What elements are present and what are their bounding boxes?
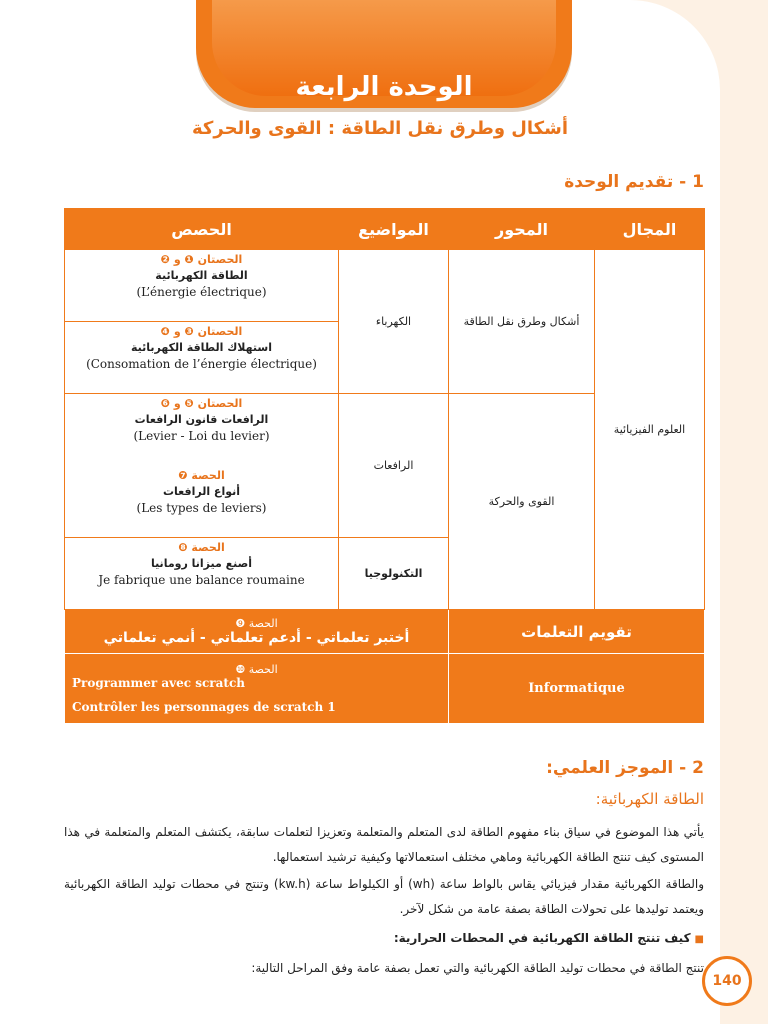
informatics-line-2: Contrôler les personnages de scratch 1 (72, 700, 336, 714)
lesson-label: الحصتان ❺ و ❻ (160, 397, 243, 410)
lesson-title-ar: أصنع ميزانا رومانيا (150, 557, 253, 570)
lesson-cell (65, 538, 339, 610)
unit-overview-table (64, 208, 705, 724)
paragraph-definition: والطاقة الكهربائية مقدار فيزيائي يقاس بالواط ساعة (wh) أو الكيلواط ساعة (kw.h) وتنتج في محطات توليد الطاقة الكهربائية ويعتمد توليدها على تحولات الطاقة بصفة عامة من شكل لآخر. (64, 877, 704, 916)
domain-cell: العلوم الفيزيائية (595, 250, 705, 610)
evaluation-text: أختبر تعلماتي - أدعم تعلماتي - أنمي تعلماتي (103, 630, 410, 646)
lesson-title-ar: الرافعات قانون الرافعات (134, 413, 269, 426)
unit-subtitle: أشكال وطرق نقل الطاقة : القوى والحركة (192, 118, 568, 139)
lesson-title-fr: (L’énergie électrique) (136, 285, 267, 299)
bullet-heading (64, 926, 704, 952)
lesson-title-ar: الطاقة الكهربائية (155, 269, 248, 282)
topic-cell-electricity: الكهرباء (339, 250, 449, 394)
lesson-cell (65, 466, 339, 538)
lesson-label: الحصتان ❶ و ❷ (160, 253, 243, 266)
informatics-cell (65, 654, 449, 724)
informatics-line-1: Programmer avec scratch (72, 676, 245, 690)
unit-title: الوحدة الرابعة (295, 72, 473, 102)
lesson-title-fr: (Consomation de l’énergie électrique) (86, 357, 317, 371)
lesson-title-ar: أنواع الرافعات (162, 484, 241, 498)
page-number: 140 (702, 956, 752, 1006)
section-2-subtitle: الطاقة الكهربائية: (595, 790, 704, 808)
lesson-label: الحصتان ❸ و ❹ (160, 325, 243, 338)
informatics-label: الحصة ❿ (235, 663, 278, 676)
topic-cell-levers: الرافعات (339, 394, 449, 538)
section-2-title: 2 - الموجز العلمي: (546, 758, 704, 778)
table-row (65, 250, 705, 322)
square-bullet-icon: ■ (694, 934, 704, 945)
informatics-title: Informatique (449, 654, 705, 724)
lesson-label: الحصة ❽ (178, 541, 225, 554)
lesson-title-fr: (Les types de leviers) (136, 500, 267, 515)
header-lessons: الحصص (65, 209, 339, 250)
section-1-title: 1 - تقديم الوحدة (564, 172, 704, 192)
topic-cell-technology: التكنولوجيا (339, 538, 449, 610)
evaluation-row (65, 610, 705, 654)
lesson-cell (65, 322, 339, 394)
header-topics: المواضيع (339, 209, 449, 250)
header-domain: المجال (595, 209, 705, 250)
evaluation-cell (65, 610, 449, 654)
evaluation-title: تقويم التعلمات (449, 610, 705, 654)
paragraph-intro: يأتي هذا الموضوع في سياق بناء مفهوم الطاقة لدى المتعلم والمتعلمة وتعزيزا لتعلمات سابقة، يكتشف المتعلم والمتعلمة في هذا المستوى كيف تنتج الطاقة الكهربائية وماهي مختلف استعمالاتها وكيفية ترشيد استعمالها. (64, 825, 704, 864)
axis-cell-forces: القوى والحركة (449, 394, 595, 610)
lesson-label: الحصة ❼ (178, 468, 225, 482)
table-header-row (65, 209, 705, 250)
paragraph-stages: تنتج الطاقة في محطات توليد الطاقة الكهربائية والتي تعمل بصفة عامة وفق المراحل التالية: (251, 961, 704, 975)
lesson-title-fr: Je fabrique une balance roumaine (98, 573, 305, 587)
axis-cell-energy: أشكال وطرق نقل الطاقة (449, 250, 595, 394)
lesson-title-fr: (Levier - Loi du levier) (133, 429, 270, 443)
informatics-row (65, 654, 705, 724)
lesson-cell (65, 394, 339, 466)
bullet-text: كيف تنتج الطاقة الكهربائية في المحطات الحرارية: (393, 931, 691, 945)
evaluation-label: الحصة ❾ (235, 617, 278, 630)
lesson-title-ar: استهلاك الطاقة الكهربائية (130, 341, 272, 354)
lesson-cell (65, 250, 339, 322)
header-axis: المحور (449, 209, 595, 250)
